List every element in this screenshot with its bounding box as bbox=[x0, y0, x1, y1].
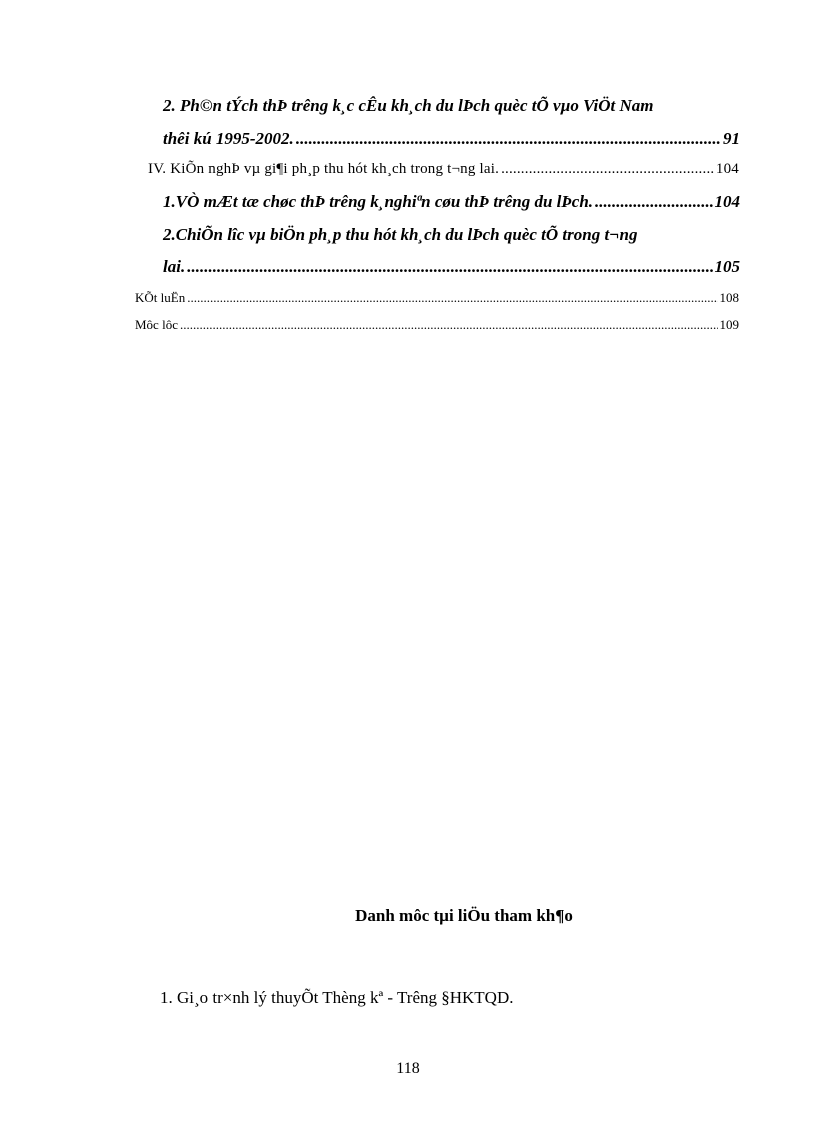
toc-entry-1-line-2 bbox=[163, 129, 740, 149]
dot-leader bbox=[180, 317, 718, 333]
toc-entry-4-title-cont: lai. bbox=[163, 257, 186, 276]
toc-entry-5 bbox=[135, 290, 739, 306]
dot-leader bbox=[501, 161, 714, 178]
toc-entry-6 bbox=[135, 317, 739, 333]
toc-entry-3-title: 1.VÒ mÆt tæ chøc thÞ trêng k¸nghiªn cøu thÞ trêng du lÞch. bbox=[163, 192, 594, 211]
toc-entry-6-title: Môc lôc bbox=[135, 317, 178, 332]
toc-entry-3-page: 104 bbox=[714, 192, 740, 211]
reference-item-1: 1. Gi¸o tr×nh lý thuyÕt Thèng kª - Trêng §HKTQD. bbox=[160, 988, 514, 1007]
toc-entry-2-page: 104 bbox=[715, 161, 739, 177]
toc-entry-4-line-2 bbox=[163, 257, 740, 277]
dot-leader bbox=[187, 257, 712, 277]
references-heading bbox=[0, 906, 816, 926]
page-number: 118 bbox=[396, 1060, 420, 1077]
toc-entry-3 bbox=[163, 192, 740, 212]
toc-entry-2-title: IV. KiÕn nghÞ vµ gi¶i ph¸p thu hót kh¸ch trong t¬ng lai. bbox=[148, 161, 500, 177]
dot-leader bbox=[296, 129, 721, 149]
dot-leader bbox=[187, 290, 717, 306]
toc-entry-4-title: 2.ChiÕn lîc vµ biÖn ph¸p thu hót kh¸ch du lÞch quèc tÕ trong t¬ng bbox=[163, 225, 638, 244]
toc-entry-1-page: 91 bbox=[723, 129, 740, 148]
toc-entry-5-page: 108 bbox=[719, 290, 739, 305]
toc-entry-5-title: KÕt luËn bbox=[135, 290, 186, 305]
references-heading-text: Danh môc tµi liÖu tham kh¶o bbox=[355, 906, 573, 925]
toc-entry-2 bbox=[148, 161, 739, 178]
toc-entry-4-line-1 bbox=[163, 225, 637, 245]
toc-entry-1-title-cont: thêi kú 1995-2002. bbox=[163, 129, 294, 148]
toc-entry-1-line-1 bbox=[163, 96, 654, 116]
toc-entry-1-title: 2. Ph©n tÝch thÞ trêng k¸c cÊu kh¸ch du lÞch quèc tÕ vµo ViÖt Nam bbox=[163, 96, 654, 115]
toc-entry-4-page: 105 bbox=[714, 257, 740, 276]
dot-leader bbox=[595, 192, 712, 212]
toc-entry-6-page: 109 bbox=[719, 317, 739, 332]
